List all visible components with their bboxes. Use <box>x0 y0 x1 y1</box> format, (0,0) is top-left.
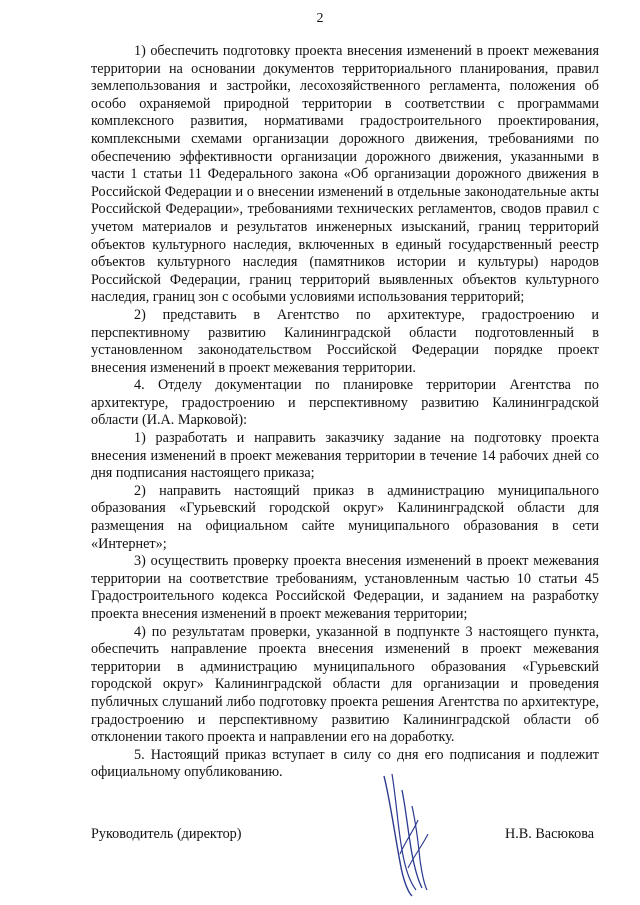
paragraph-section-5-effective-date: 5. Настоящий приказ вступает в силу со дня его подписания и подлежит официальному опубликованию. <box>91 746 599 781</box>
handwritten-signature <box>372 770 452 900</box>
signer-name: Н.В. Васюкова <box>505 826 595 842</box>
paragraph-section-4-department: 4. Отделу документации по планировке территории Агентства по архитектуре, градостроению и перспективному развитию Калининградской области (И.А. Марковой): <box>91 377 599 429</box>
paragraph-item-2-submit-to-agency: 2) представить в Агентство по архитектуре, градостроению и перспективному развитию Калининградской области подготовленный в установленном законодательством Российской Федерации порядке проект внесения изменений в проект межевания территории. <box>91 306 599 376</box>
page-number: 2 <box>316 11 324 26</box>
paragraph-item-2-send-order: 2) направить настоящий приказ в администрацию муниципального образования «Гурьевский городской округ» Калининградской области для размещения на официальном сайте муниципального образования в сети «Интернет»; <box>91 482 599 552</box>
paragraph-item-3-check-project: 3) осуществить проверку проекта внесения изменений в проект межевания территории на соответствие требованиям, установленным частью 10 статьи 45 Градостроительного кодекса Российской Федерации, и заданием на разработку проекта внесения изменений в проект межевания территории; <box>91 553 599 622</box>
paragraph-item-1-provide-preparation: 1) обеспечить подготовку проекта внесения изменений в проект межевания территории на основании документов территориального планирования, правил землепользования и застройки, лесохозяйственного регламента, положения об особо охраняемой природной территории в соответствии с программами комплексного развития, нормативами градостроительного проектирования, комплексными схемами организации дорожного движения, требованиями по обеспечению эффективности организации дорожного движения, указанными в части 1 статьи 11 Федерального закона «Об организации дорожного движения в Российской Федерации и о внесении изменений в отдельные законодательные акты Российской Федерации», требованиями технических регламентов, сводов правил с учетом материалов и результатов инженерных изысканий, границ территорий объектов культурного наследия, включенных в единый государственный реестр объектов культурного наследия (памятников истории и культуры) народов Российской Федерации, границ территорий выявленных объектов культурного наследия, границ зон с особыми условиями использования территорий; <box>91 43 599 306</box>
document-body <box>91 43 599 782</box>
signer-position-title: Руководитель (директор) <box>91 826 242 842</box>
paragraph-item-4-results-of-check: 4) по результатам проверки, указанной в подпункте 3 настоящего пункта, обеспечить направление проекта внесения изменений в проект межевания территории в администрацию муниципального образования «Гурьевский городской округ» Калининградской области для организации и проведения публичных слушаний либо подготовку проекта решения Агентства по архитектуре, градостроению и перспективному развитию Калининградской области об отклонении такого проекта и направлении его на доработку. <box>91 623 599 746</box>
paragraph-item-1-develop-assignment: 1) разработать и направить заказчику задание на подготовку проекта внесения изменений в проект межевания территории в течение 14 рабочих дней со дня подписания настоящего приказа; <box>91 430 599 482</box>
